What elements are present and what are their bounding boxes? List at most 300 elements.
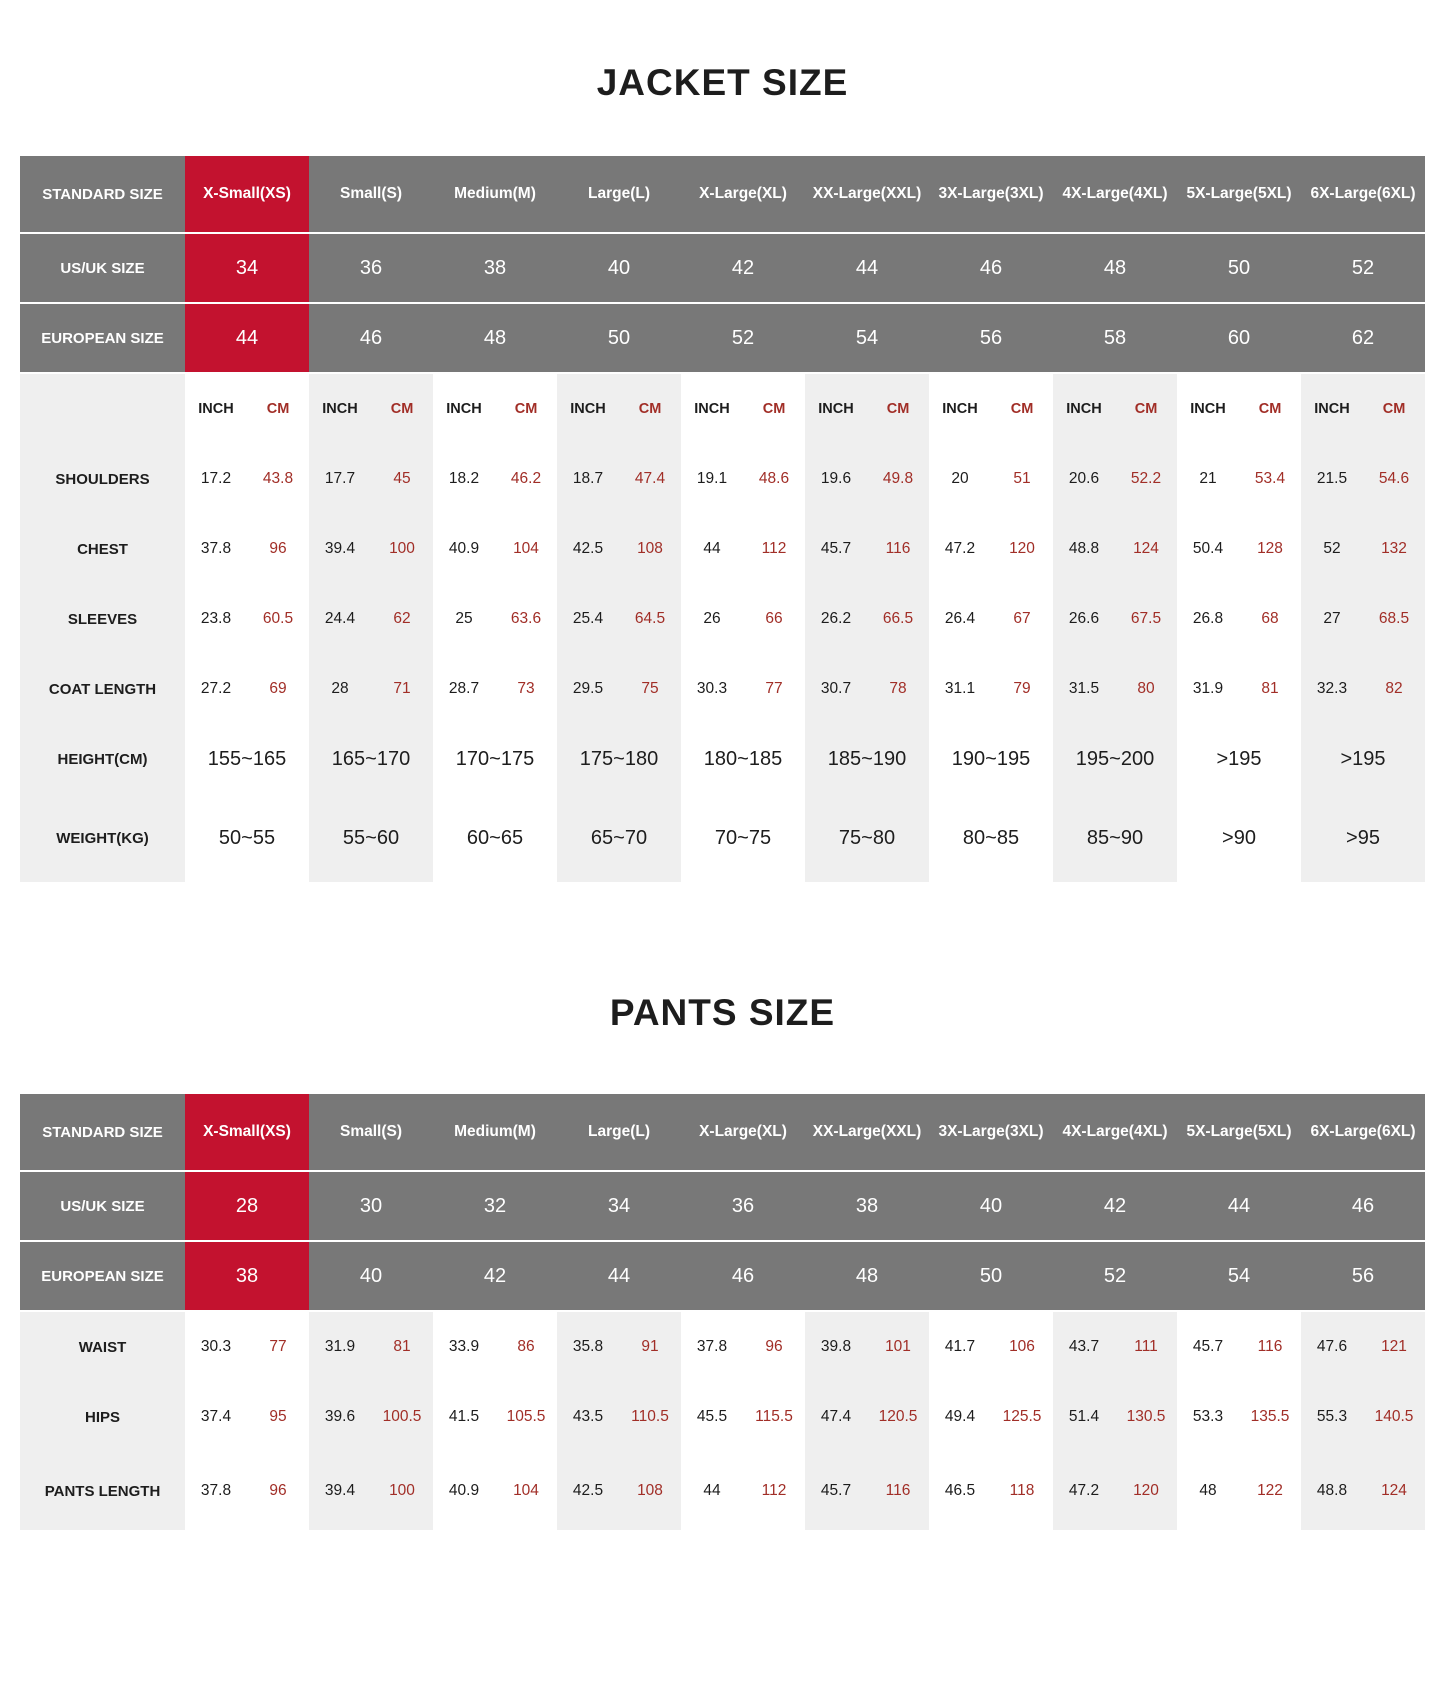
size-column-header: [929, 1094, 1053, 1170]
european-size-cell: [929, 304, 1053, 372]
range-value-cell: [1177, 724, 1301, 794]
size-column-header: [433, 156, 557, 232]
cm-value: 104: [513, 1482, 539, 1499]
cm-value: 135.5: [1250, 1408, 1290, 1425]
inch-value: 35.8: [572, 1338, 604, 1355]
range-value: 70~75: [714, 826, 772, 849]
unit-pair: [929, 401, 1053, 417]
measurement-pair: [309, 1408, 433, 1426]
size-value: 42: [731, 256, 755, 279]
cm-value: 118: [1009, 1482, 1035, 1499]
size-value: Large(L): [588, 1123, 650, 1140]
measurement-pair: [1053, 680, 1177, 698]
cm-value: 73: [517, 680, 535, 697]
european-size-cell: [185, 304, 309, 372]
size-value: 60: [1227, 326, 1251, 349]
pants-size-table: [20, 1094, 1425, 1530]
measurement-cell: [185, 584, 309, 654]
cm-value: 116: [885, 1482, 911, 1499]
inch-value: 30.7: [820, 680, 852, 697]
size-value: 3X-Large(3XL): [938, 185, 1044, 202]
cm-value: 77: [269, 1338, 287, 1355]
size-value: Small(S): [339, 1123, 402, 1140]
unit-cell: [1301, 374, 1425, 444]
european-size-cell: [681, 304, 805, 372]
inch-label: INCH: [322, 401, 358, 417]
size-value: 54: [1227, 1264, 1251, 1287]
size-value: 42: [483, 1264, 507, 1287]
measurement-cell: [1301, 584, 1425, 654]
measurement-pair: [1177, 610, 1301, 628]
cm-value: 140.5: [1374, 1408, 1414, 1425]
unit-row: [20, 374, 1425, 444]
size-value: 56: [979, 326, 1003, 349]
standard-size-row: [20, 156, 1425, 232]
european-size-cell: [1301, 304, 1425, 372]
measurement-pair: [1177, 540, 1301, 558]
cm-value: 111: [1134, 1338, 1158, 1355]
size-column-header: [1053, 156, 1177, 232]
weight-kg-row: [20, 794, 1425, 882]
inch-value: 18.7: [572, 470, 604, 487]
size-column-header: [185, 1094, 309, 1170]
inch-value: 19.6: [820, 470, 852, 487]
measurement-pair: [185, 470, 309, 488]
size-value: 42: [1103, 1194, 1127, 1217]
range-value-cell: [309, 794, 433, 882]
measurement-cell: [681, 1382, 805, 1452]
size-value: 6X-Large(6XL): [1310, 1123, 1416, 1140]
size-value: 40: [359, 1264, 383, 1287]
cm-value: 77: [765, 680, 783, 697]
size-value: X-Small(XS): [203, 1123, 291, 1140]
measurement-cell: [681, 1452, 805, 1530]
measurement-cell: [805, 654, 929, 724]
measurement-pair: [557, 540, 681, 558]
measurement-pair: [433, 680, 557, 698]
jacket-size-title: JACKET SIZE: [596, 62, 849, 103]
inch-value: 17.7: [324, 470, 356, 487]
cm-value: 124: [1133, 540, 1159, 557]
header-row-label: [20, 1242, 185, 1310]
measurement-cell: [309, 1312, 433, 1382]
cm-label: CM: [886, 401, 910, 417]
measurement-pair: [185, 1482, 309, 1500]
measurement-cell: [929, 1382, 1053, 1452]
size-value: Medium(M): [454, 185, 536, 202]
height-cm-label: HEIGHT(CM): [57, 750, 148, 768]
inch-value: 33.9: [448, 1338, 480, 1355]
range-value-cell: [1053, 794, 1177, 882]
inch-value: 26: [703, 610, 721, 627]
range-value: 75~80: [838, 826, 896, 849]
inch-value: 30.3: [696, 680, 728, 697]
size-value: XX-Large(XXL): [812, 185, 922, 202]
header-row-label: [20, 304, 185, 372]
measurement-cell: [1177, 1382, 1301, 1452]
size-value: 44: [235, 326, 259, 349]
size-value: Medium(M): [454, 1123, 536, 1140]
us-uk-size-cell: [1053, 1172, 1177, 1240]
cm-value: 68.5: [1378, 610, 1410, 627]
size-value: 3X-Large(3XL): [938, 1123, 1044, 1140]
range-value-cell: [681, 794, 805, 882]
range-value: >195: [1216, 747, 1262, 770]
cm-label: CM: [1134, 401, 1158, 417]
inch-value: 49.4: [944, 1408, 976, 1425]
measurement-pair: [681, 1408, 805, 1426]
sleeves-row: [20, 584, 1425, 654]
cm-value: 100: [389, 540, 415, 557]
inch-value: 31.5: [1068, 680, 1100, 697]
inch-label: INCH: [1190, 401, 1226, 417]
size-column-header: [309, 1094, 433, 1170]
european-size-cell: [557, 304, 681, 372]
range-value-cell: [1301, 794, 1425, 882]
measurement-pair: [1053, 1408, 1177, 1426]
measurement-cell: [1053, 444, 1177, 514]
size-value: 52: [1351, 256, 1375, 279]
size-column-header: [1177, 156, 1301, 232]
cm-value: 67.5: [1130, 610, 1162, 627]
measurement-cell: [805, 514, 929, 584]
size-value: 46: [731, 1264, 755, 1287]
inch-value: 20: [951, 470, 969, 487]
measurement-pair: [805, 610, 929, 628]
inch-value: 39.4: [324, 1482, 356, 1499]
range-value: >95: [1346, 826, 1380, 849]
inch-label: INCH: [1066, 401, 1102, 417]
measurement-pair: [1177, 680, 1301, 698]
inch-label: INCH: [570, 401, 606, 417]
size-value: 46: [359, 326, 383, 349]
unit-cell: [185, 374, 309, 444]
range-value-cell: [557, 794, 681, 882]
us-uk-size-row: [20, 1172, 1425, 1240]
measurement-pair: [433, 1408, 557, 1426]
inch-value: 47.2: [944, 540, 976, 557]
cm-value: 112: [761, 540, 787, 557]
unit-cell: [309, 374, 433, 444]
measurement-cell: [929, 444, 1053, 514]
cm-value: 54.6: [1378, 470, 1410, 487]
unit-pair: [1177, 401, 1301, 417]
size-column-header: [557, 156, 681, 232]
size-value: 62: [1351, 326, 1375, 349]
row-label: [20, 584, 185, 654]
measurement-cell: [185, 444, 309, 514]
standard-size-label: STANDARD SIZE: [42, 1123, 163, 1141]
measurement-cell: [433, 654, 557, 724]
size-value: X-Small(XS): [203, 185, 291, 202]
range-value-cell: [929, 794, 1053, 882]
european-size-cell: [805, 1242, 929, 1310]
inch-value: 43.5: [572, 1408, 604, 1425]
cm-label: CM: [266, 401, 290, 417]
measurement-cell: [1301, 444, 1425, 514]
size-value: Large(L): [588, 185, 650, 202]
measurement-pair: [1177, 1408, 1301, 1426]
cm-value: 66: [765, 610, 783, 627]
row-label: [20, 794, 185, 882]
measurement-pair: [557, 680, 681, 698]
measurement-pair: [309, 470, 433, 488]
unit-cell: [805, 374, 929, 444]
us-uk-size-cell: [681, 1172, 805, 1240]
european-size-cell: [309, 304, 433, 372]
inch-value: 27: [1323, 610, 1341, 627]
cm-value: 120: [1133, 1482, 1159, 1499]
cm-value: 100.5: [382, 1408, 422, 1425]
european-size-row: [20, 1242, 1425, 1310]
size-value: 4X-Large(4XL): [1062, 185, 1168, 202]
us-uk-size-label: US/UK SIZE: [60, 1197, 145, 1215]
measurement-pair: [185, 540, 309, 558]
inch-value: 44: [703, 1482, 721, 1499]
inch-label: INCH: [694, 401, 730, 417]
european-size-cell: [1177, 304, 1301, 372]
chest-label: CHEST: [77, 540, 128, 558]
measurement-cell: [1301, 1382, 1425, 1452]
range-value: >195: [1340, 747, 1386, 770]
range-value: 155~165: [207, 747, 287, 770]
unit-pair: [1301, 401, 1425, 417]
measurement-pair: [1301, 1408, 1425, 1426]
inch-value: 26.6: [1068, 610, 1100, 627]
european-size-label: EUROPEAN SIZE: [41, 1267, 164, 1285]
measurement-pair: [805, 1408, 929, 1426]
measurement-cell: [185, 514, 309, 584]
inch-value: 29.5: [572, 680, 604, 697]
size-value: 56: [1351, 1264, 1375, 1287]
size-column-header: [1301, 1094, 1425, 1170]
cm-value: 116: [885, 540, 911, 557]
measurement-cell: [805, 1312, 929, 1382]
cm-value: 78: [889, 680, 907, 697]
inch-value: 18.2: [448, 470, 480, 487]
range-value: 65~70: [590, 826, 648, 849]
pants-size-title: PANTS SIZE: [609, 992, 836, 1033]
measurement-pair: [805, 540, 929, 558]
row-label: [20, 1312, 185, 1382]
cm-value: 66.5: [882, 610, 914, 627]
cm-value: 47.4: [634, 470, 666, 487]
inch-value: 26.2: [820, 610, 852, 627]
measurement-cell: [309, 444, 433, 514]
european-size-cell: [805, 304, 929, 372]
range-value: 85~90: [1086, 826, 1144, 849]
cm-value: 100: [389, 1482, 415, 1499]
pants-length-row: [20, 1452, 1425, 1530]
inch-value: 39.8: [820, 1338, 852, 1355]
size-value: 48: [1103, 256, 1127, 279]
measurement-cell: [681, 1312, 805, 1382]
measurement-cell: [557, 1312, 681, 1382]
measurement-pair: [185, 610, 309, 628]
measurement-pair: [1053, 470, 1177, 488]
us-uk-size-cell: [433, 1172, 557, 1240]
row-label: [20, 514, 185, 584]
size-value: 36: [359, 256, 383, 279]
range-value-cell: [929, 724, 1053, 794]
size-column-header: [433, 1094, 557, 1170]
measurement-pair: [1301, 680, 1425, 698]
measurement-cell: [929, 584, 1053, 654]
inch-label: INCH: [942, 401, 978, 417]
inch-value: 28: [331, 680, 349, 697]
inch-value: 47.4: [820, 1408, 852, 1425]
measurement-pair: [433, 1338, 557, 1356]
cm-value: 128: [1257, 540, 1283, 557]
european-size-cell: [433, 304, 557, 372]
measurement-pair: [1053, 1482, 1177, 1500]
measurement-cell: [1177, 1312, 1301, 1382]
cm-value: 120.5: [878, 1408, 918, 1425]
cm-value: 95: [269, 1408, 287, 1425]
range-value: 55~60: [342, 826, 400, 849]
unit-cell: [1053, 374, 1177, 444]
cm-value: 48.6: [758, 470, 790, 487]
range-value-cell: [433, 794, 557, 882]
coat-length-label: COAT LENGTH: [48, 680, 157, 698]
inch-value: 47.2: [1068, 1482, 1100, 1499]
unit-cell: [929, 374, 1053, 444]
range-value: >90: [1222, 826, 1256, 849]
size-column-header: [805, 1094, 929, 1170]
range-value-cell: [557, 724, 681, 794]
measurement-cell: [1301, 654, 1425, 724]
measurement-pair: [1177, 1482, 1301, 1500]
european-size-cell: [1177, 1242, 1301, 1310]
size-value: 40: [979, 1194, 1003, 1217]
cm-value: 110.5: [631, 1408, 669, 1425]
inch-value: 26.8: [1192, 610, 1224, 627]
measurement-pair: [185, 1338, 309, 1356]
inch-label: INCH: [1314, 401, 1350, 417]
inch-value: 55.3: [1316, 1408, 1348, 1425]
measurement-pair: [681, 540, 805, 558]
measurement-pair: [681, 680, 805, 698]
measurement-cell: [309, 654, 433, 724]
cm-value: 125.5: [1002, 1408, 1042, 1425]
measurement-cell: [433, 514, 557, 584]
measurement-pair: [433, 1482, 557, 1500]
unit-pair: [557, 401, 681, 417]
row-label: [20, 1382, 185, 1452]
header-row-label: [20, 156, 185, 232]
hips-row: [20, 1382, 1425, 1452]
weight-kg-label: WEIGHT(KG): [56, 829, 149, 847]
measurement-cell: [185, 1382, 309, 1452]
cm-value: 81: [1261, 680, 1279, 697]
row-label: [20, 444, 185, 514]
cm-value: 108: [637, 1482, 663, 1499]
cm-value: 75: [641, 680, 659, 697]
range-value-cell: [185, 794, 309, 882]
size-column-header: [557, 1094, 681, 1170]
cm-label: CM: [1258, 401, 1282, 417]
measurement-cell: [681, 584, 805, 654]
measurement-cell: [557, 1382, 681, 1452]
jacket-size-table: [20, 156, 1425, 882]
range-value-cell: [309, 724, 433, 794]
measurement-pair: [929, 610, 1053, 628]
inch-value: 43.7: [1068, 1338, 1100, 1355]
inch-value: 25.4: [572, 610, 604, 627]
size-value: 34: [607, 1194, 631, 1217]
size-value: 38: [483, 256, 507, 279]
cm-value: 67: [1013, 610, 1031, 627]
inch-value: 25: [455, 610, 473, 627]
measurement-pair: [433, 610, 557, 628]
size-value: 50: [979, 1264, 1003, 1287]
measurement-cell: [1301, 1312, 1425, 1382]
us-uk-size-cell: [929, 234, 1053, 302]
inch-value: 20.6: [1068, 470, 1100, 487]
cm-value: 116: [1257, 1338, 1283, 1355]
cm-value: 68: [1261, 610, 1279, 627]
us-uk-size-cell: [929, 1172, 1053, 1240]
size-value: 36: [731, 1194, 755, 1217]
cm-value: 63.6: [510, 610, 542, 627]
measurement-pair: [1301, 1338, 1425, 1356]
size-value: X-Large(XL): [699, 1123, 787, 1140]
cm-value: 101: [885, 1338, 911, 1355]
cm-value: 86: [517, 1338, 535, 1355]
size-column-header: [1301, 156, 1425, 232]
inch-value: 37.8: [200, 540, 232, 557]
measurement-cell: [557, 514, 681, 584]
measurement-cell: [1177, 1452, 1301, 1530]
measurement-cell: [309, 1452, 433, 1530]
shoulders-label: SHOULDERS: [55, 470, 150, 488]
european-size-cell: [433, 1242, 557, 1310]
hips-label: HIPS: [84, 1408, 120, 1426]
unit-cell: [681, 374, 805, 444]
inch-value: 42.5: [572, 1482, 604, 1499]
cm-value: 62: [393, 610, 411, 627]
range-value-cell: [1301, 724, 1425, 794]
pants-length-label: PANTS LENGTH: [44, 1482, 161, 1500]
row-label: [20, 724, 185, 794]
inch-label: INCH: [446, 401, 482, 417]
measurement-pair: [309, 680, 433, 698]
cm-label: CM: [390, 401, 414, 417]
size-value: 48: [855, 1264, 879, 1287]
measurement-pair: [557, 470, 681, 488]
cm-label: CM: [514, 401, 538, 417]
inch-value: 47.6: [1316, 1338, 1348, 1355]
inch-value: 45.7: [820, 540, 852, 557]
measurement-cell: [681, 654, 805, 724]
european-size-cell: [1053, 1242, 1177, 1310]
size-value: 38: [855, 1194, 879, 1217]
range-value-cell: [805, 794, 929, 882]
measurement-cell: [1177, 444, 1301, 514]
inch-value: 17.2: [200, 470, 232, 487]
european-size-cell: [309, 1242, 433, 1310]
waist-label: WAIST: [78, 1338, 127, 1356]
cm-value: 108: [637, 540, 663, 557]
measurement-cell: [805, 1452, 929, 1530]
measurement-pair: [1301, 1482, 1425, 1500]
cm-value: 69: [269, 680, 287, 697]
european-size-cell: [185, 1242, 309, 1310]
cm-value: 121: [1381, 1338, 1407, 1355]
european-size-label: EUROPEAN SIZE: [41, 329, 164, 347]
inch-value: 31.9: [324, 1338, 356, 1355]
measurement-pair: [1053, 1338, 1177, 1356]
